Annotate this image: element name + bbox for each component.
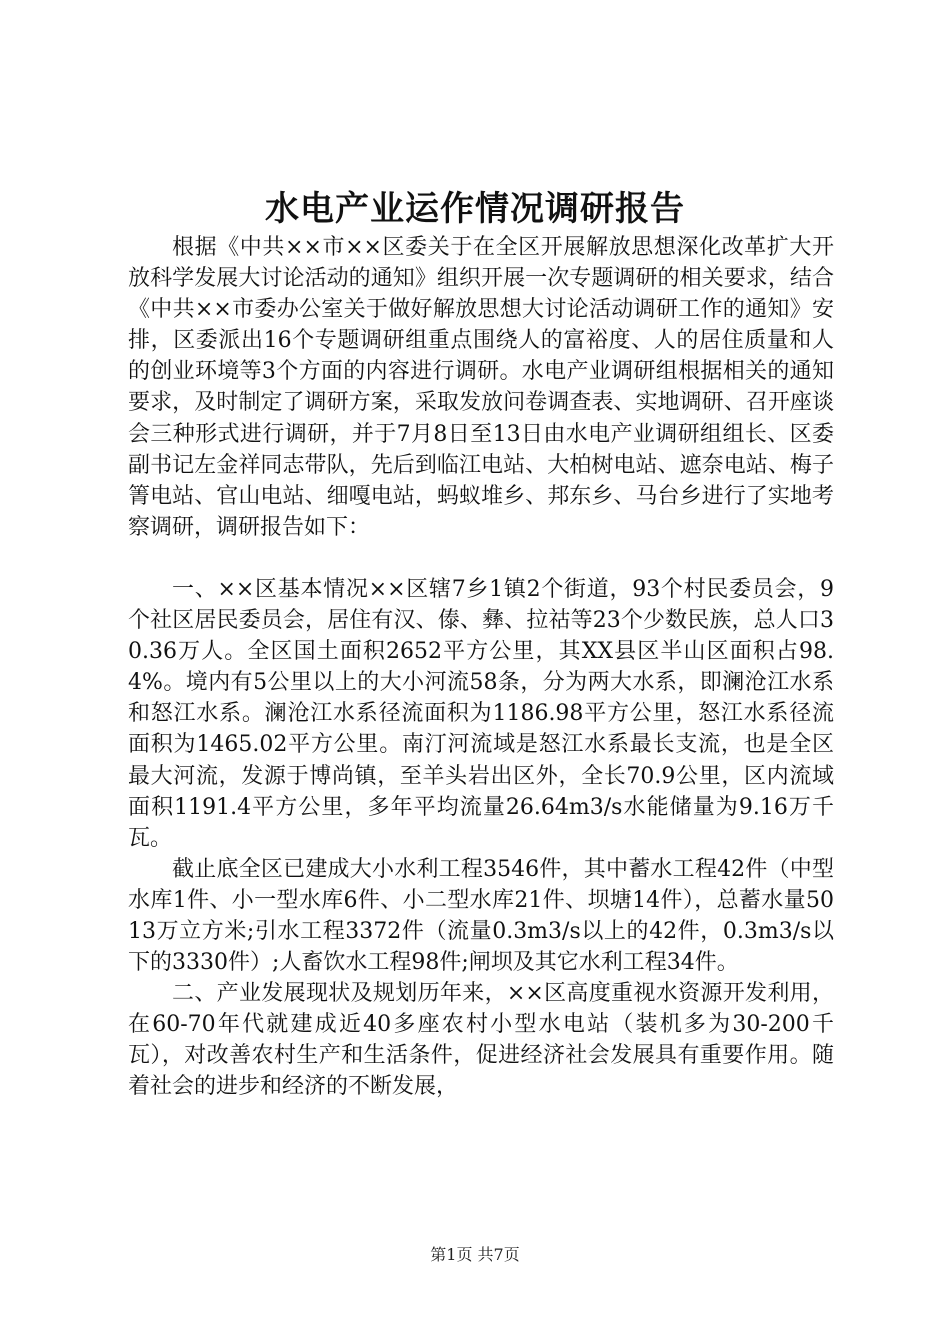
- paragraph-industry-status: 二、产业发展现状及规划历年来，××区高度重视水资源开发利用，在60-70年代就建成近40多座农村小型水电站（装机多为30-200千瓦），对改善农村生产和生活条件，促进经济社会发展具有重要作用。随着社会的进步和经济的不断发展，: [128, 981, 834, 1100]
- document-title: 水电产业运作情况调研报告: [265, 189, 685, 229]
- paragraph-basic-situation: 一、××区基本情况××区辖7乡1镇2个街道，93个村民委员会，9个社区居民委员会，居住有汉、傣、彝、拉祜等23个少数民族，总人口30.36万人。全区国土面积2652平方公里，其XX县区半山区面积占98.4%。境内有5公里以上的大小河流58条，分为两大水系，即澜沧江水系和怒江水系。澜沧江水系径流面积为1186.98平方公里，怒江水系径流面积为1465.02平方公里。南汀河流域是怒江水系最长支流，也是全区最大河流，发源于博尚镇，至羊头岩出区外，全长70.9公里，区内流域面积1191.4平方公里，多年平均流量26.64m3/s水能储量为9.16万千瓦。: [128, 576, 834, 851]
- document-body: [128, 232, 834, 1103]
- page-number-footer: 第1页 共7页: [430, 1245, 520, 1264]
- paragraph-intro: 根据《中共××市××区委关于在全区开展解放思想深化改革扩大开放科学发展大讨论活动的通知》组织开展一次专题调研的相关要求，结合《中共××市委办公室关于做好解放思想大讨论活动调研工作的通知》安排，区委派出16个专题调研组重点围绕人的富裕度、人的居住质量和人的创业环境等3个方面的内容进行调研。水电产业调研组根据相关的通知要求，及时制定了调研方案，采取发放问卷调查表、实地调研、召开座谈会三种形式进行调研，并于7月8日至13日由水电产业调研组组长、区委副书记左金祥同志带队，先后到临江电站、大柏树电站、遮奈电站、梅子箐电站、官山电站、细嘎电站，蚂蚁堆乡、邦东乡、马台乡进行了实地考察调研，调研报告如下：: [128, 235, 834, 540]
- paragraph-water-projects: 截止底全区已建成大小水利工程3546件，其中蓄水工程42件（中型水库1件、小一型水库6件、小二型水库21件、坝塘14件），总蓄水量5013万立方米;引水工程3372件（流量0.3m3/s以上的42件，0.3m3/s以下的3330件）;人畜饮水工程98件;闸坝及其它水利工程34件。: [128, 856, 834, 976]
